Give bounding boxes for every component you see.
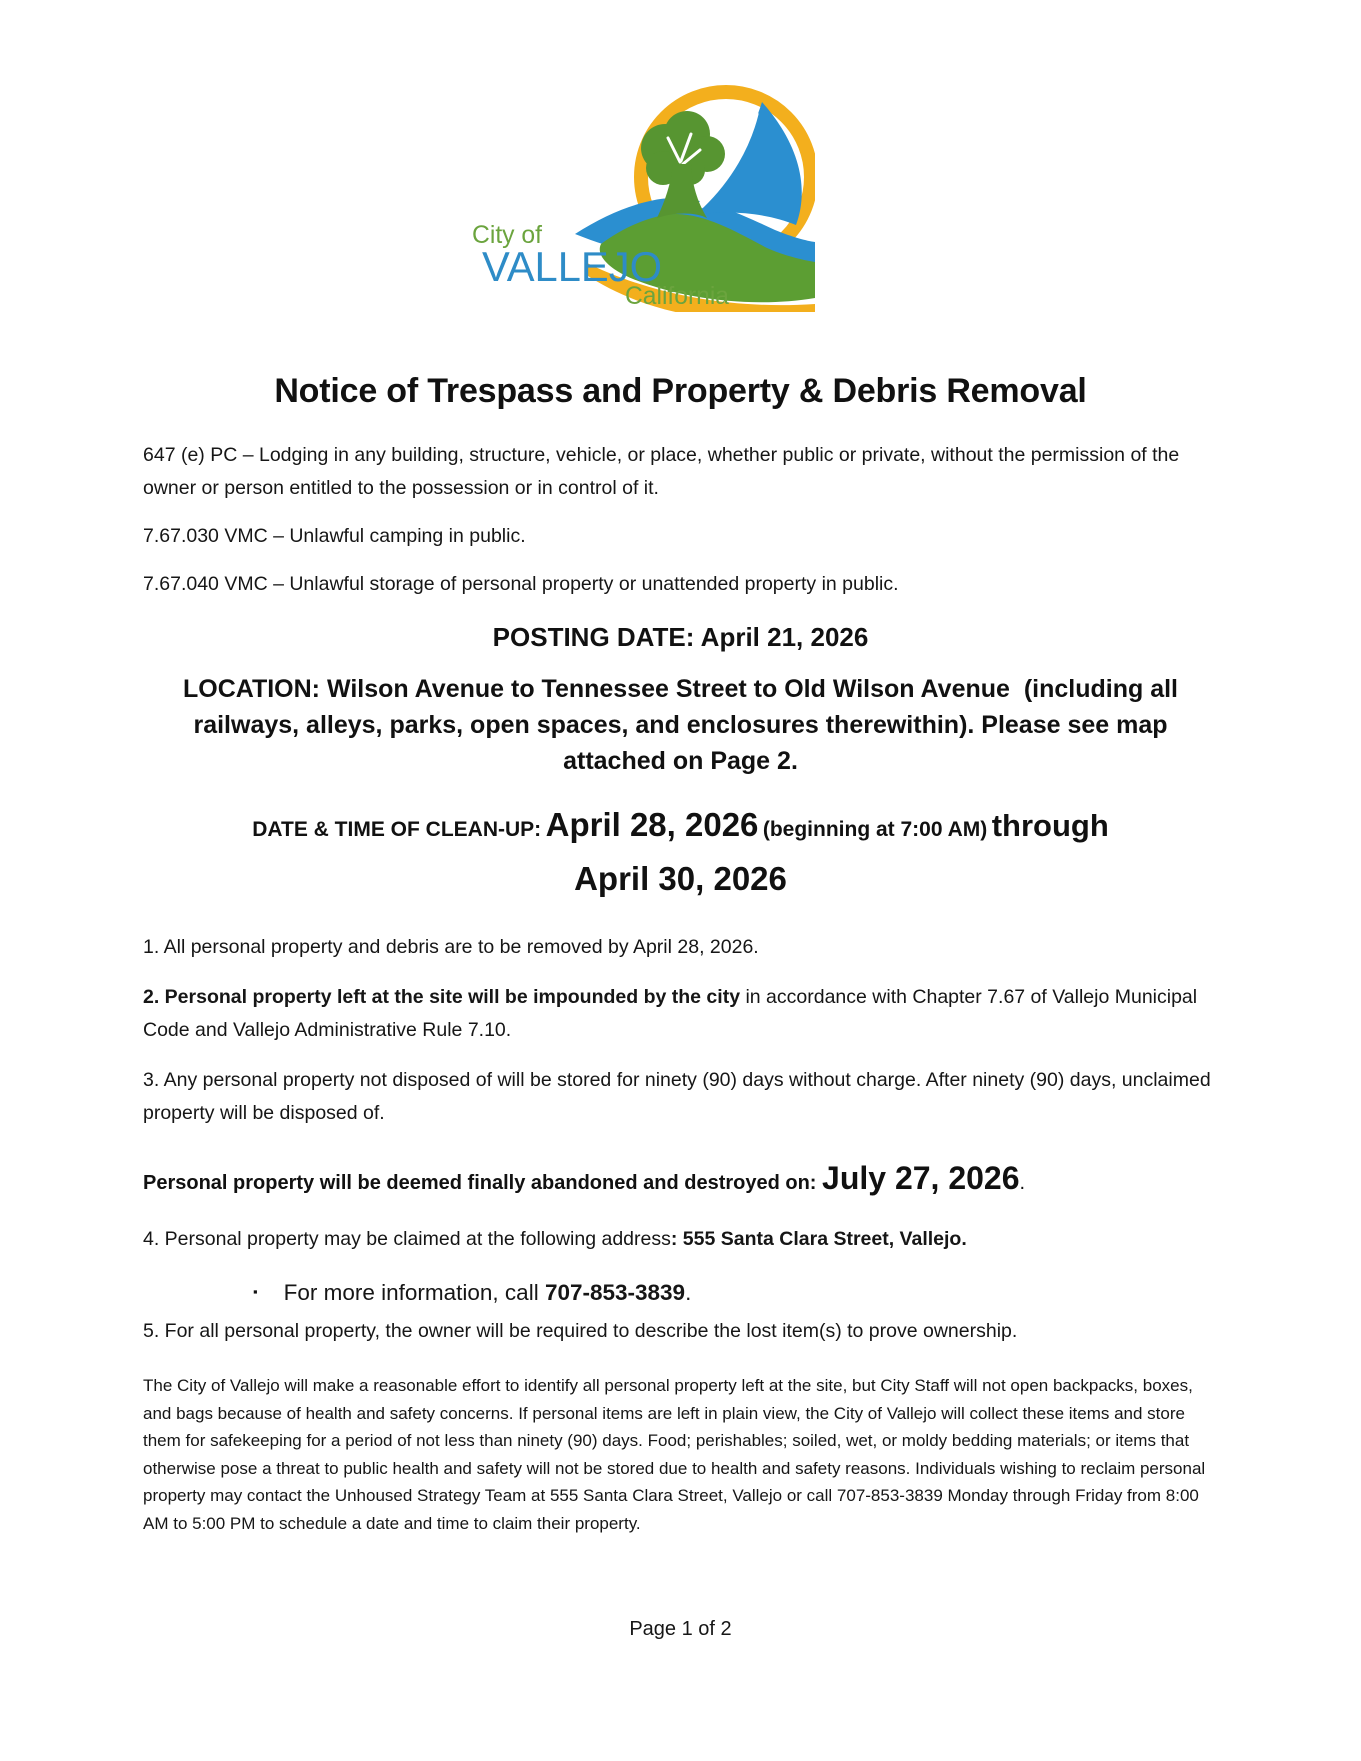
cleanup-connector: through bbox=[991, 808, 1109, 843]
bullet-text: For more information, call bbox=[283, 1280, 545, 1305]
bullet-period: . bbox=[685, 1280, 692, 1305]
abandoned-lead: Personal property will be deemed finally abandoned and destroyed on: bbox=[143, 1172, 823, 1194]
logo-city-of-text: City of bbox=[472, 221, 543, 249]
item-4 bbox=[143, 1223, 1218, 1256]
location-line-3: attached on Page 2. bbox=[563, 747, 798, 775]
cleanup-heading bbox=[143, 801, 1218, 909]
logo-california-text: California bbox=[625, 282, 730, 310]
item-1: 1. All personal property and debris are to be removed by April 28, 2026. bbox=[143, 936, 759, 958]
item-4-address: : 555 Santa Clara Street, Vallejo. bbox=[670, 1228, 967, 1250]
vmc-040-paragraph: 7.67.040 VMC – Unlawful storage of personal property or unattended property in public. bbox=[143, 573, 899, 595]
bullet-phone-number: 707-853-3839 bbox=[544, 1280, 686, 1305]
location-line-1: LOCATION: Wilson Avenue to Tennessee Street to Old Wilson Avenue (including all bbox=[182, 675, 1178, 703]
vmc-030-paragraph: 7.67.030 VMC – Unlawful camping in public. bbox=[143, 525, 526, 547]
abandoned-period: . bbox=[1019, 1172, 1026, 1194]
logo-vallejo-text: VALLEJO bbox=[482, 243, 662, 290]
city-logo bbox=[143, 0, 1218, 312]
location-heading bbox=[143, 671, 1218, 779]
cleanup-label: DATE & TIME OF CLEAN-UP: bbox=[252, 818, 542, 841]
abandoned-notice bbox=[143, 1156, 1218, 1205]
code-647-paragraph: 647 (e) PC – Lodging in any building, structure, vehicle, or place, whether public or private, without the permission of the owner or person entitled to the possession or in control of it. bbox=[143, 444, 1180, 499]
cleanup-start-date: April 28, 2026 bbox=[545, 806, 759, 843]
posting-date-heading: POSTING DATE: April 21, 2026 bbox=[492, 622, 869, 652]
item-5: 5. For all personal property, the owner will be required to describe the lost item(s) to prove ownership. bbox=[143, 1320, 1018, 1342]
item-2-rest: in accordance with Chapter 7.67 of Vallejo Municipal Code and Vallejo Administrative Rule 7.10. bbox=[143, 986, 1198, 1041]
cleanup-line-2 bbox=[143, 855, 1218, 909]
info-bullet-line bbox=[143, 1276, 1218, 1309]
notice-title: Notice of Trespass and Property & Debris Removal bbox=[274, 372, 1087, 410]
cleanup-end-date: April 30, 2026 bbox=[574, 860, 787, 897]
cleanup-start-note: (beginning at 7:00 AM) bbox=[762, 818, 988, 841]
square-bullet-icon: ▪ bbox=[253, 1284, 258, 1299]
item-4-text: 4. Personal property may be claimed at the following address bbox=[143, 1228, 671, 1250]
city-logo-graphic bbox=[415, 66, 815, 312]
item-2 bbox=[143, 981, 1218, 1047]
page-footer: Page 1 of 2 bbox=[629, 1618, 732, 1640]
location-line-2: railways, alleys, parks, open spaces, and enclosures therewithin). Please see map bbox=[193, 711, 1168, 739]
item-2-bold: 2. Personal property left at the site will be impounded by the city bbox=[143, 986, 741, 1008]
item-3: 3. Any personal property not disposed of will be stored for ninety (90) days without charge. After ninety (90) days, unclaimed property will be disposed of. bbox=[143, 1069, 1211, 1124]
cleanup-line-1 bbox=[143, 801, 1218, 855]
abandoned-date: July 27, 2026 bbox=[822, 1160, 1020, 1196]
fine-print-paragraph: The City of Vallejo will make a reasonable effort to identify all personal property left at the site, but City Staff will not open backpacks, boxes, and bags because of health and safety concerns. If personal items are left in plain view, the City of Vallejo will collect these items and store them for safekeeping for a period of not less than ninety (90) days. Food; perishables; soiled, wet, or moldy bedding materials; or items that otherwise pose a threat to public health and safety will not be stored due to health and safety reasons. Individuals wishing to reclaim personal property may contact the Unhoused Strategy Team at 555 Santa Clara Street, Vallejo or call 707-853-3839 Monday through Friday from 8:00 AM to 5:00 PM to schedule a date and time to claim their property. bbox=[143, 1376, 1206, 1533]
